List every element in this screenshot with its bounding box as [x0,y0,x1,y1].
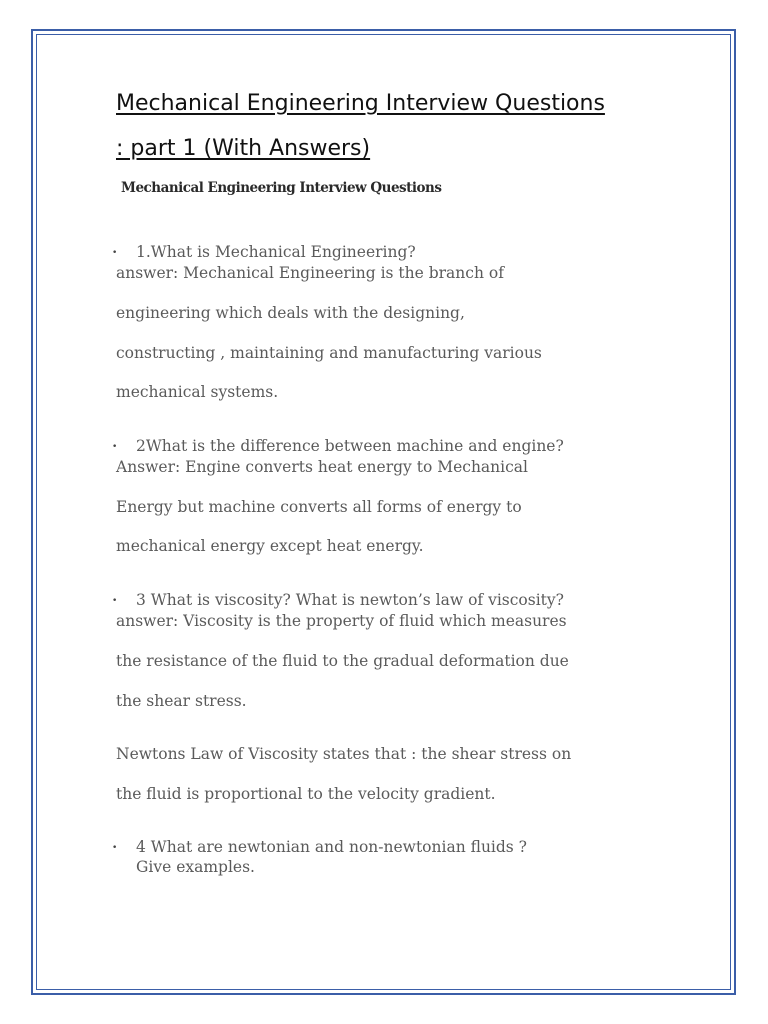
question-3: 3 What is viscosity? What is newton’s law of viscosity? [136,591,564,609]
answer-2-line-2: Energy but machine converts all forms of energy to [116,498,522,516]
bullet-2: • [112,442,118,452]
answer-3-line-3: the shear stress. [116,692,247,710]
answer-3-line-5: the fluid is proportional to the velocity gradient. [116,785,496,803]
answer-1-line-2: engineering which deals with the designing, [116,304,465,322]
bullet-4: • [112,843,118,853]
page-title-line-1: Mechanical Engineering Interview Questions [116,91,605,116]
bullet-3: • [112,596,118,606]
question-4-line-1: 4 What are newtonian and non-newtonian fluids ? [136,838,527,856]
answer-3-line-2: the resistance of the fluid to the gradual deformation due [116,652,569,670]
answer-1-line-3: constructing , maintaining and manufacturing various [116,344,542,362]
answer-3-line-1: answer: Viscosity is the property of fluid which measures [116,612,567,630]
answer-1-line-1: answer: Mechanical Engineering is the branch of [116,264,504,282]
answer-1-line-4: mechanical systems. [116,383,279,401]
question-1: 1.What is Mechanical Engineering? [136,243,416,261]
bullet-1: • [112,248,118,258]
question-2: 2What is the difference between machine and engine? [136,437,564,455]
page-title-line-2: : part 1 (With Answers) [116,136,371,161]
answer-2-line-1: Answer: Engine converts heat energy to Mechanical [116,458,528,476]
subtitle: Mechanical Engineering Interview Questions [121,180,442,196]
question-4-line-2: Give examples. [136,858,255,876]
answer-2-line-3: mechanical energy except heat energy. [116,537,424,555]
answer-3-line-4: Newtons Law of Viscosity states that : the shear stress on [116,745,572,763]
